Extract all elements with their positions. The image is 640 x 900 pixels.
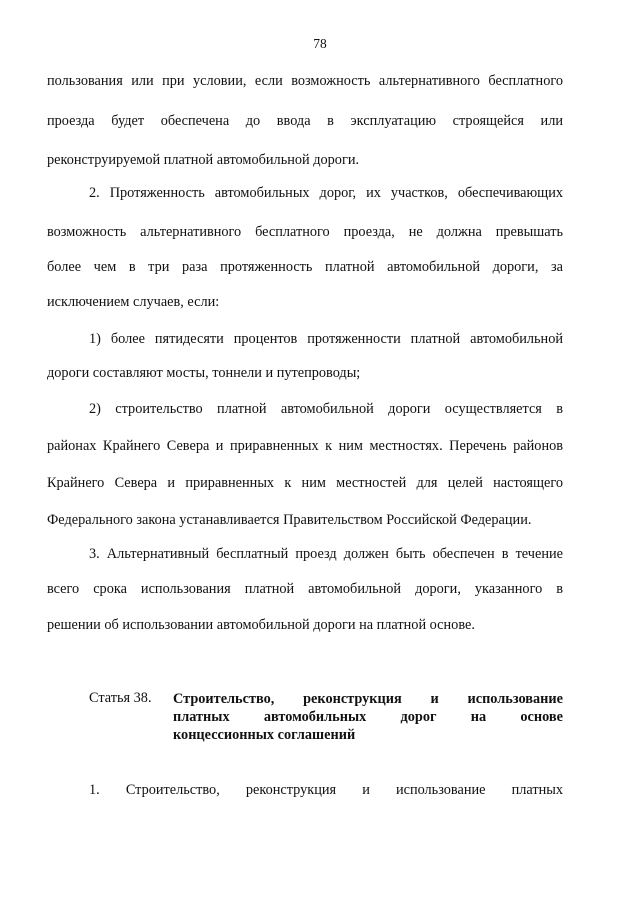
list-item-line: дороги составляют мосты, тоннели и путепроводы;	[47, 365, 361, 381]
article-title-line: платных автомобильных дорог на основе	[173, 709, 563, 725]
article-title	[173, 690, 563, 744]
article-title-line: Строительство, реконструкция и использование	[173, 691, 563, 707]
page-number: 78	[313, 36, 327, 51]
paragraph-line: исключением случаев, если:	[47, 294, 220, 310]
list-item-line: 1) более пятидесяти процентов протяженности платной автомобильной	[89, 331, 563, 347]
paragraph-line: решении об использовании автомобильной дороги на платной основе.	[47, 617, 475, 633]
paragraph-line: всего срока использования платной автомобильной дороги, указанного в	[47, 581, 563, 597]
paragraph-line: 2. Протяженность автомобильных дорог, их участков, обеспечивающих	[89, 185, 563, 201]
paragraph-line: пользования или при условии, если возможность альтернативного бесплатного	[47, 73, 563, 89]
paragraph-line: возможность альтернативного бесплатного проезда, не должна превышать	[47, 224, 563, 240]
paragraph-line: реконструируемой платной автомобильной дороги.	[47, 152, 360, 168]
article-title-line: концессионных соглашений	[173, 727, 356, 743]
paragraph-line: 3. Альтернативный бесплатный проезд должен быть обеспечен в течение	[89, 546, 563, 562]
list-item-line: районах Крайнего Севера и приравненных к ним местностях. Перечень районов	[47, 438, 563, 454]
list-item-line: 2) строительство платной автомобильной дороги осуществляется в	[89, 401, 563, 417]
paragraph-line: более чем в три раза протяженность платной автомобильной дороги, за	[47, 259, 563, 275]
list-item-line: Федерального закона устанавливается Правительством Российской Федерации.	[47, 512, 532, 528]
list-item-line: Крайнего Севера и приравненных к ним местностей для целей настоящего	[47, 475, 563, 491]
paragraph-line: проезда будет обеспечена до ввода в эксплуатацию строящейся или	[47, 113, 563, 129]
article-label: Статья 38.	[89, 690, 152, 706]
paragraph-line: 1. Строительство, реконструкция и использование платных	[89, 782, 563, 798]
